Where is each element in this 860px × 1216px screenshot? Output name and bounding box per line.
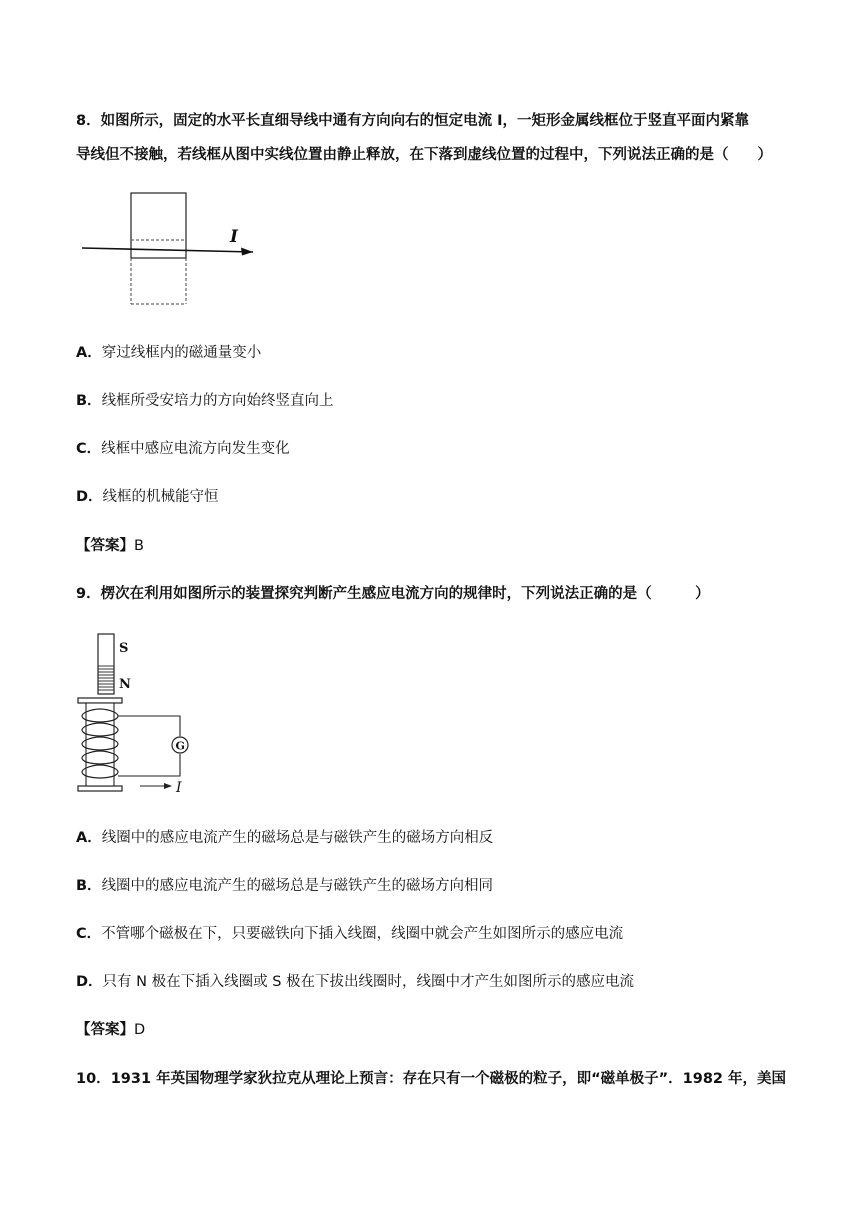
current-label: I — [230, 227, 238, 247]
magnet — [98, 634, 114, 694]
q8-text-line1: 如图所示，固定的水平长直细导线中通有方向向右的恒定电流 I，一矩形金属线框位于竖直平面内紧靠 — [100, 113, 750, 129]
q9-option-c: C．不管哪个磁极在下，只要磁铁向下插入线圈，线圈中就会产生如图所示的感应电流 — [76, 926, 624, 942]
q9-figure-magnet-coil — [74, 632, 194, 797]
q10-number: 10． — [76, 1071, 111, 1087]
wire-arrow-icon — [241, 248, 253, 256]
current-arrow-icon — [164, 783, 172, 789]
q9-number: 9． — [76, 586, 101, 602]
q8-text-line2: 导线但不接触，若线框从图中实线位置由静止释放，在下落到虚线位置的过程中，下列说法正确的是（ ） — [76, 147, 772, 163]
q8-option-a: A．穿过线框内的磁通量变小 — [76, 345, 262, 361]
circuit-wire-bottom — [118, 754, 180, 776]
solid-loop — [131, 193, 186, 258]
coil-current-label: I — [176, 780, 182, 796]
q9-option-d: D．只有 N 极在下插入线圈或 S 极在下拔出线圈时，线圈中才产生如图所示的感应电流 — [76, 974, 635, 990]
coil-bottom-flange — [78, 786, 122, 791]
circuit-wire-top — [118, 716, 180, 736]
q9-option-b: B．线圈中的感应电流产生的磁场总是与磁铁产生的磁场方向相同 — [76, 878, 494, 894]
q8-option-b: B．线框所受安培力的方向始终竖直向上 — [76, 393, 334, 409]
q8-option-d: D．线框的机械能守恒 — [76, 489, 219, 505]
answer-label: 【答案】 — [76, 538, 134, 554]
q10-stem-line1 — [76, 1069, 786, 1089]
s-pole-label: S — [119, 641, 129, 656]
q8-figure-wire-loop — [78, 188, 268, 308]
answer-value: D — [134, 1022, 146, 1038]
q8-answer — [76, 536, 144, 556]
q8-number: 8． — [76, 113, 101, 129]
answer-label: 【答案】 — [76, 1022, 134, 1038]
q10-text-line1: 1931 年英国物理学家狄拉克从理论上预言：存在只有一个磁极的粒子，即“磁单极子”．1982 年，美国 — [110, 1071, 787, 1087]
current-wire — [82, 248, 253, 252]
q8-option-c: C．线框中感应电流方向发生变化 — [76, 441, 290, 457]
q8-stem-line1 — [76, 111, 749, 131]
q8-stem-line2 — [76, 145, 772, 165]
q9-stem-line1 — [76, 584, 710, 604]
q9-answer — [76, 1020, 145, 1040]
answer-value: B — [134, 538, 144, 554]
galvanometer-label: G — [175, 739, 185, 753]
q9-option-a: A．线圈中的感应电流产生的磁场总是与磁铁产生的磁场方向相反 — [76, 830, 494, 846]
coil-top-flange — [78, 698, 122, 703]
q9-text-line1: 楞次在利用如图所示的装置探究判断产生感应电流方向的规律时，下列说法正确的是（ ） — [100, 586, 710, 602]
n-pole-label: N — [119, 677, 131, 692]
coil-core — [86, 703, 114, 786]
